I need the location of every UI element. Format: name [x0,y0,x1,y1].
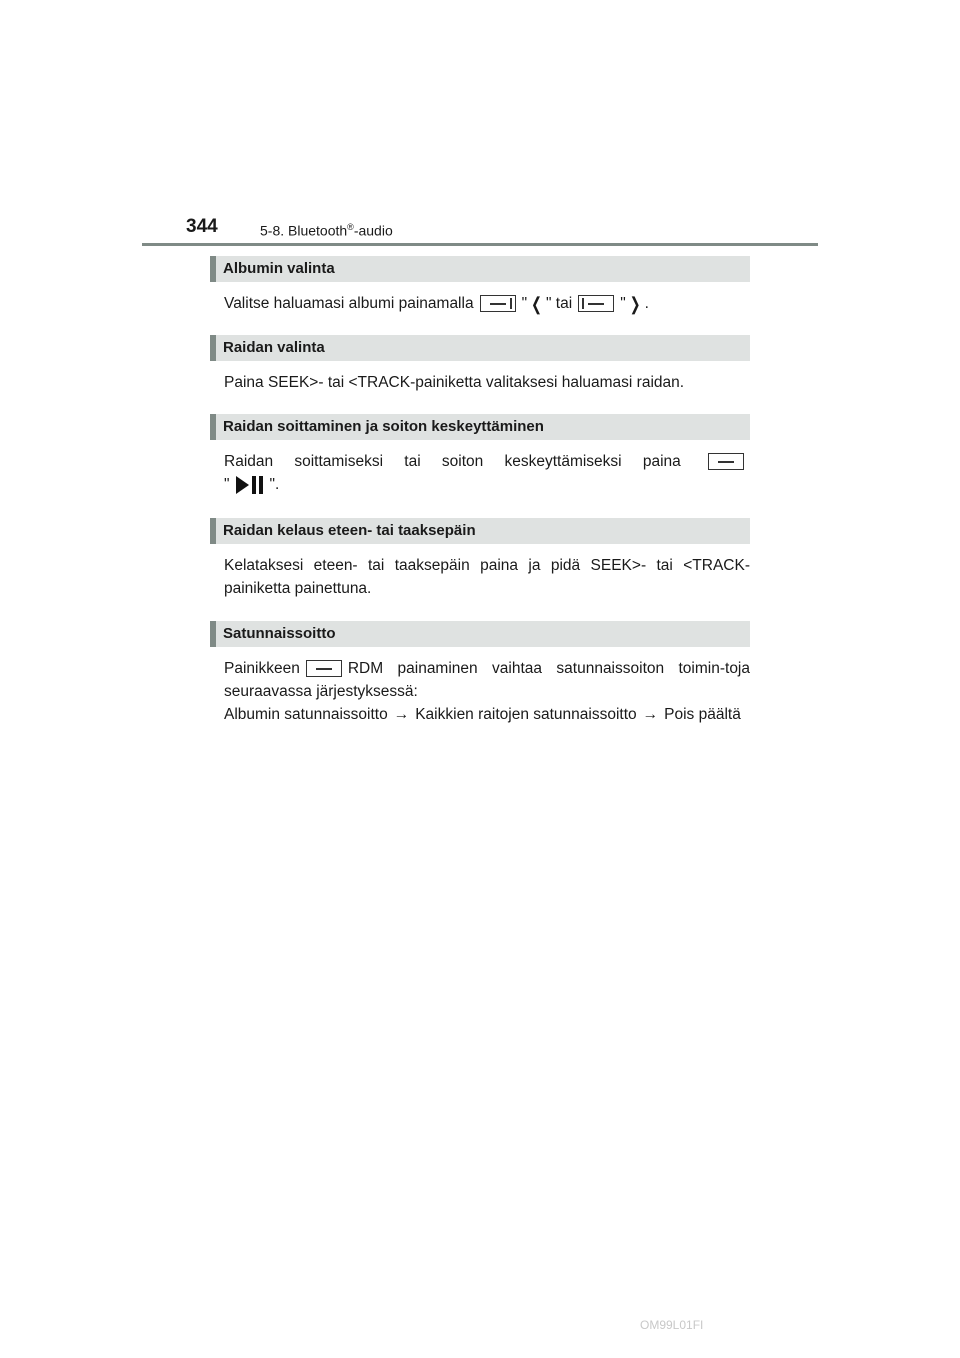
arrow-right-icon: → [642,706,659,723]
heading-fast-forward-rewind: Raidan kelaus eteen- tai taaksepäin [210,518,750,544]
sequence-step-3: Pois päältä [664,706,741,723]
paragraph-text: Raidan soittamiseksi tai soiton keskeyttämiseksi paina [224,453,681,470]
heading-track-selection: Raidan valinta [210,335,750,361]
quote: " [521,295,528,312]
paragraph-album-selection [224,292,750,315]
footer-watermark: OM99L01FI [640,1318,704,1332]
section-suffix: -audio [353,222,393,239]
page-number: 344 [186,216,218,237]
paragraph-fast-forward-rewind: Kelataksesi eteen- tai taaksepäin paina ja pidä SEEK>- tai <TRACK-painiketta painettuna. [224,557,750,597]
down-button-icon [480,295,516,312]
header-rule [142,243,818,246]
quote: " [620,295,626,312]
chevron-right-icon: ❯ [629,293,641,314]
registered-mark: ® [347,222,354,232]
period: . [644,295,649,312]
section-title: 5-8. Bluetooth [260,222,348,239]
arrow-right-icon: → [393,706,410,723]
chevron-left-icon: ❮ [531,293,542,314]
heading-play-pause: Raidan soittaminen ja soiton keskeyttäminen [210,414,750,440]
button-icon [708,453,744,470]
up-button-icon [578,295,614,312]
paragraph-random-playback [224,657,750,726]
paragraph-track-selection: Paina SEEK>- tai <TRACK-painiketta valitaksesi haluamasi raidan. [224,374,685,391]
paragraph-play-pause [224,450,750,496]
paragraph-text: Painikkeen [224,660,300,677]
sequence-step-1: Albumin satunnaissoitto [224,706,388,723]
paragraph-text: RDM painaminen vaihtaa satunnaissoiton toimin-toja seuraavassa järjestyksessä: [224,660,750,700]
heading-album-selection: Albumin valinta [210,256,750,282]
heading-random-playback: Satunnaissoitto [210,621,750,647]
paragraph-text: Valitse haluamasi albumi painamalla [224,295,474,312]
quote: " [224,476,230,493]
play-pause-icon [236,476,264,494]
rdm-button-icon [306,660,342,677]
page-header [142,214,818,248]
section-label [260,222,393,239]
quote: ". [269,476,280,493]
manual-content [210,256,750,726]
paragraph-text: " tai [546,295,573,312]
sequence-step-2: Kaikkien raitojen satunnaissoitto [415,706,637,723]
